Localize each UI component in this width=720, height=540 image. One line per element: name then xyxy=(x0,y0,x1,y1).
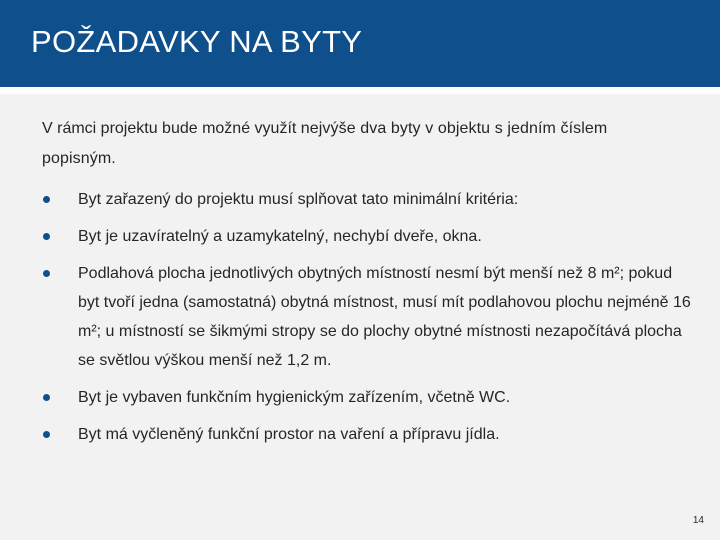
bullet-text: Byt zařazený do projektu musí splňovat tato minimální kritéria: xyxy=(78,191,519,208)
bullet-text: Byt je vybaven funkčním hygienickým zařízením, včetně WC. xyxy=(78,389,511,406)
bullet-text: Byt je uzavíratelný a uzamykatelný, nechybí dveře, okna. xyxy=(78,228,482,245)
header-divider xyxy=(0,87,720,94)
bullet-icon xyxy=(43,394,50,401)
bullet-list xyxy=(42,185,692,449)
bullet-icon xyxy=(43,431,50,438)
bullet-item-sanitary xyxy=(42,383,692,412)
bullet-item-criteria xyxy=(42,185,692,214)
bullet-item-kitchen xyxy=(42,420,692,449)
intro-text: V rámci projektu bude možné využít xyxy=(42,120,301,137)
slide-title: POŽADAVKY NA BYTY xyxy=(31,24,363,59)
intro-paragraph xyxy=(42,114,682,174)
bullet-item-floor-area xyxy=(42,259,692,375)
bullet-icon xyxy=(43,233,50,240)
bullet-icon xyxy=(43,196,50,203)
bullet-text: Podlahová plocha jednotlivých obytných místností nesmí být menší než 8 m²; pokud byt tvoří jedna (samostatná) obytná místnost, musí mít podlahovou plochu nejméně 16 m²; u místností se šikmými stropy se do plochy obytné místnosti nezapočítává plocha se světlou výškou menší než 1,2 m. xyxy=(78,265,691,369)
bullet-text: Byt má vyčleněný funkční prostor na vaření a přípravu jídla. xyxy=(78,426,500,443)
intro-period: . xyxy=(111,150,116,167)
bullet-item-lockable xyxy=(42,222,692,251)
bullet-icon xyxy=(43,270,50,277)
intro-emphasis: nejvýše dva byty v objektu s jedním číslem popisným xyxy=(42,120,608,167)
page-number: 14 xyxy=(692,515,704,526)
